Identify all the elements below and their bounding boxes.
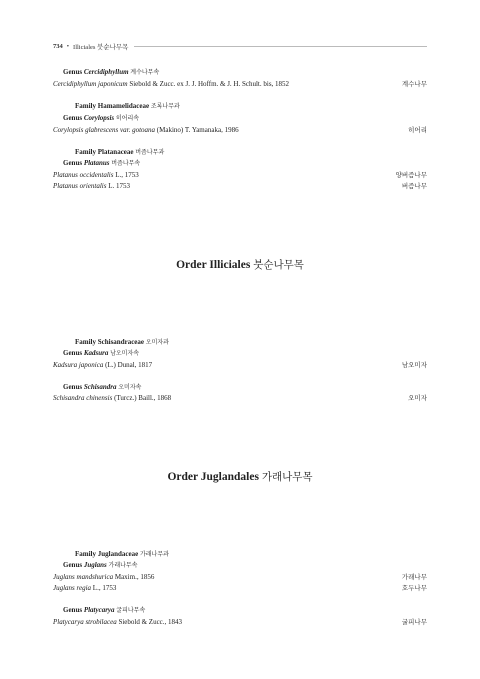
genus-heading <box>53 113 427 124</box>
taxon-name: Platanus <box>83 159 110 167</box>
rank-label: Family <box>75 338 96 346</box>
header-bullet: • <box>66 42 70 50</box>
species-author: (L.) Dunal, 1817 <box>105 361 153 369</box>
species-name: Cercidiphyllum japonicum <box>53 80 128 88</box>
order-korean-name: 가래나무목 <box>261 471 313 483</box>
korean-name: 남오미자속 <box>110 350 140 357</box>
species-entry <box>53 79 427 90</box>
family-heading <box>53 549 427 560</box>
running-title: Illiciales 붓순나무목 <box>73 43 129 51</box>
rank-label: Genus <box>63 606 83 614</box>
order-label: Order Illiciales <box>176 259 251 271</box>
genus-heading <box>53 67 427 78</box>
korean-name: 오미자과 <box>145 339 169 346</box>
taxon-name: Schisandra <box>83 383 117 391</box>
rank-label: Genus <box>63 114 83 122</box>
korean-name: 히어리속 <box>115 115 140 122</box>
species-entry <box>53 125 427 136</box>
taxon-name: Juglans <box>83 561 107 569</box>
taxon-name: Juglandaceae <box>97 550 139 558</box>
header-rule <box>134 46 427 47</box>
species-author: Siebold & Zucc., 1843 <box>118 618 183 626</box>
species-author: L., 1753 <box>115 171 139 179</box>
taxon-name: Schisandraceae <box>97 338 145 346</box>
species-entry <box>53 170 427 181</box>
species-entry <box>53 360 427 371</box>
species-entry <box>53 583 427 594</box>
species-name: Juglans mandshurica <box>53 573 114 581</box>
korean-common-name: 굴피나무 <box>401 618 427 626</box>
genus-heading <box>53 560 427 571</box>
rank-label: Family <box>75 102 96 110</box>
species-author: L., 1753 <box>92 584 117 592</box>
taxon-name: Kadsura <box>83 349 109 357</box>
species-name: Platycarya strobilacea <box>53 618 117 626</box>
species-name: Schisandra chinensis <box>53 394 113 402</box>
species-author: L. 1753 <box>108 182 131 190</box>
family-heading <box>53 147 427 158</box>
species-entry <box>53 572 427 583</box>
korean-name: 가래나무속 <box>108 562 138 569</box>
korean-name: 버즘나무속 <box>111 160 141 167</box>
species-name: Kadsura japonica <box>53 361 104 369</box>
korean-common-name: 오미자 <box>408 394 427 402</box>
korean-name: 버즘나무과 <box>135 149 165 156</box>
species-name: Platanus orientalis <box>53 182 107 190</box>
korean-name: 가래나무과 <box>139 551 169 558</box>
korean-common-name: 양버즘나무 <box>395 171 427 179</box>
korean-common-name: 남오미자 <box>401 361 427 369</box>
species-author: (Makino) T. Yamanaka, 1986 <box>156 126 239 134</box>
rank-label: Family <box>75 550 96 558</box>
species-entry <box>53 393 427 404</box>
species-name: Corylopsis glabrescens var. gotoana <box>53 126 156 134</box>
order-label: Order Juglandales <box>167 471 259 483</box>
korean-common-name: 가래나무 <box>401 573 427 581</box>
korean-common-name: 히어리 <box>408 126 427 134</box>
taxon-name: Platanaceae <box>97 148 134 156</box>
species-entry <box>53 617 427 628</box>
taxon-name: Hamamelidaceae <box>97 102 150 110</box>
genus-heading <box>53 158 427 169</box>
korean-name: 계수나무속 <box>130 69 160 76</box>
korean-name: 굴피나무속 <box>116 607 146 614</box>
species-author: Maxim., 1856 <box>114 573 155 581</box>
running-header <box>53 39 427 53</box>
korean-name: 오미자속 <box>118 384 142 391</box>
taxon-name: Platycarya <box>83 606 115 614</box>
rank-label: Genus <box>63 561 83 569</box>
genus-heading <box>53 605 427 616</box>
order-heading <box>53 469 427 485</box>
species-author: (Turcz.) Baill., 1868 <box>114 394 172 402</box>
korean-name: 조록나무과 <box>150 103 180 110</box>
rank-label: Genus <box>63 159 83 167</box>
korean-common-name: 버즘나무 <box>401 182 427 190</box>
species-author: Siebold & Zucc. ex J. J. Hoffm. & J. H. Schult. bis, 1852 <box>129 80 290 88</box>
korean-common-name: 계수나무 <box>401 80 427 88</box>
rank-label: Genus <box>63 349 83 357</box>
species-entry <box>53 181 427 192</box>
rank-label: Family <box>75 148 96 156</box>
rank-label: Genus <box>63 383 83 391</box>
rank-label: Genus <box>63 68 83 76</box>
korean-common-name: 호두나무 <box>401 584 427 592</box>
genus-heading <box>53 348 427 359</box>
family-heading <box>53 337 427 348</box>
taxon-name: Corylopsis <box>83 114 115 122</box>
page-number: 734 <box>53 42 63 50</box>
species-name: Juglans regia <box>53 584 92 592</box>
taxon-name: Cercidiphyllum <box>83 68 129 76</box>
order-korean-name: 붓순나무목 <box>253 259 304 271</box>
family-heading <box>53 101 427 112</box>
order-heading <box>53 257 427 273</box>
species-name: Platanus occidentalis <box>53 171 114 179</box>
genus-heading <box>53 382 427 393</box>
